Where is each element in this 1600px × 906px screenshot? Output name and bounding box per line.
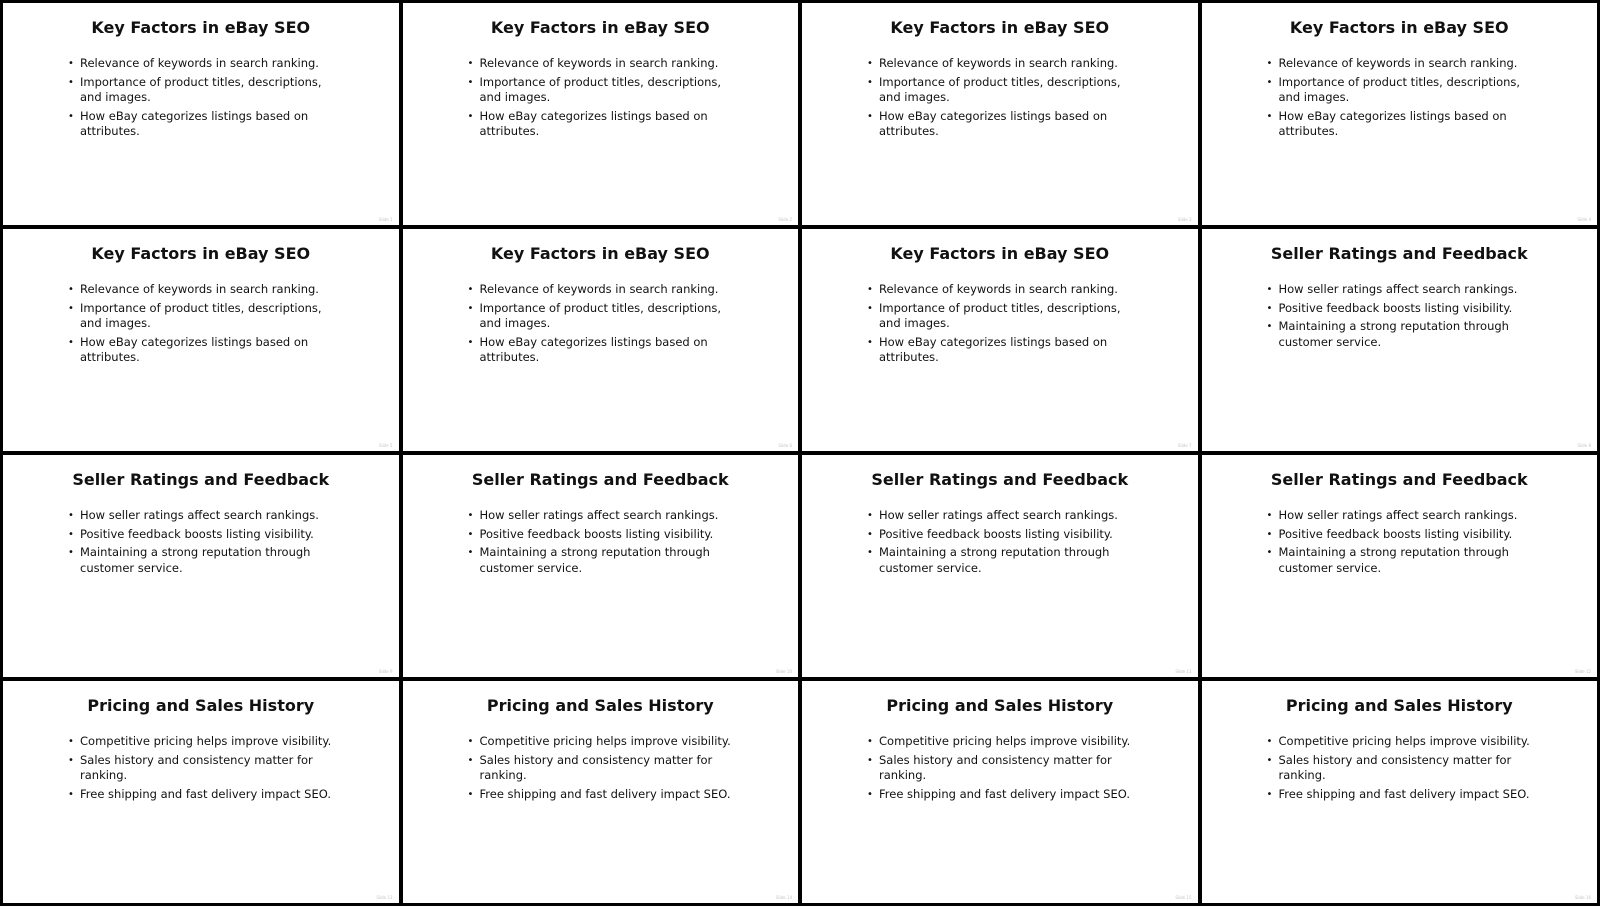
slide-title: Pricing and Sales History: [886, 696, 1114, 715]
bullet-text: Competitive pricing helps improve visibility.: [879, 734, 1131, 748]
bullet-text: Positive feedback boosts listing visibility.: [879, 526, 1113, 541]
bullet-text: Competitive pricing helps improve visibility.: [479, 734, 731, 748]
bullet-text: Positive feedback boosts listing visibility.: [1278, 526, 1513, 541]
bullet-item: [66, 508, 346, 524]
slide-title: Seller Ratings and Feedback: [1270, 470, 1528, 489]
bullet-list: [865, 282, 1145, 369]
bullet-text: How eBay categorizes listings based on attributes.: [479, 334, 708, 364]
bullet-icon: •: [68, 284, 74, 295]
slide-thumbnail[interactable]: [403, 3, 799, 225]
slide-footer: Slide 15: [1175, 895, 1192, 900]
bullet-item: [466, 753, 746, 784]
bullet-icon: •: [467, 76, 474, 88]
bullet-icon: •: [1266, 110, 1273, 122]
bullet-text: How seller ratings affect search rankings.: [479, 508, 719, 522]
bullet-text: Maintaining a strong reputation through customer service.: [479, 545, 710, 575]
bullet-text: How seller ratings affect search rankings.: [80, 508, 319, 522]
slide-thumbnail[interactable]: [1202, 229, 1598, 451]
bullet-list: [66, 734, 346, 805]
bullet-item: [1265, 282, 1545, 298]
bullet-list: [1265, 734, 1545, 805]
bullet-icon: •: [1266, 284, 1273, 295]
bullet-icon: •: [867, 336, 873, 348]
bullet-item: [466, 508, 746, 524]
bullet-icon: •: [867, 58, 873, 69]
bullet-list: [466, 508, 746, 579]
bullet-item: [865, 301, 1145, 332]
bullet-item: [66, 734, 346, 750]
bullet-item: [66, 527, 346, 543]
bullet-item: [1265, 753, 1545, 784]
bullet-text: Free shipping and fast delivery impact SEO.: [479, 786, 731, 801]
bullet-text: Relevance of keywords in search ranking.: [479, 56, 719, 70]
bullet-item: [865, 734, 1145, 750]
bullet-icon: •: [1266, 788, 1273, 800]
bullet-text: Free shipping and fast delivery impact SEO.: [80, 786, 331, 801]
bullet-item: [466, 75, 746, 106]
bullet-icon: •: [68, 302, 74, 314]
bullet-icon: •: [467, 547, 474, 558]
bullet-icon: •: [467, 736, 474, 747]
bullet-icon: •: [68, 788, 74, 800]
bullet-icon: •: [867, 788, 873, 800]
bullet-icon: •: [1266, 736, 1273, 747]
bullet-text: Importance of product titles, descriptions, and images.: [479, 300, 722, 330]
bullet-text: Relevance of keywords in search ranking.: [879, 56, 1118, 70]
bullet-icon: •: [1266, 302, 1273, 314]
bullet-text: How eBay categorizes listings based on attributes.: [80, 108, 309, 138]
bullet-item: [865, 527, 1145, 543]
bullet-icon: •: [68, 110, 74, 122]
bullet-item: [66, 75, 346, 106]
bullet-item: [1265, 56, 1545, 72]
bullet-item: [1265, 301, 1545, 317]
slide-title: Pricing and Sales History: [87, 696, 315, 715]
slide-title: Pricing and Sales History: [1285, 696, 1513, 715]
bullet-item: [466, 527, 746, 543]
bullet-item: [865, 109, 1145, 140]
slide-title: Seller Ratings and Feedback: [72, 470, 330, 489]
bullet-text: Importance of product titles, descriptions, and images.: [1278, 74, 1521, 104]
bullet-text: How seller ratings affect search rankings.: [879, 508, 1118, 522]
slide-footer: Slide 1: [378, 217, 393, 222]
bullet-icon: •: [68, 336, 74, 348]
bullet-item: [66, 753, 346, 784]
bullet-text: How eBay categorizes listings based on attributes.: [879, 334, 1108, 364]
bullet-icon: •: [467, 58, 474, 69]
bullet-icon: •: [68, 547, 74, 558]
bullet-item: [66, 109, 346, 140]
bullet-icon: •: [467, 510, 474, 521]
bullet-icon: •: [1266, 528, 1273, 540]
slide-thumbnail[interactable]: [802, 3, 1198, 225]
bullet-icon: •: [867, 754, 873, 766]
slide-title: Key Factors in eBay SEO: [91, 244, 311, 263]
bullet-icon: •: [1266, 321, 1273, 332]
bullet-text: Maintaining a strong reputation through customer service.: [1278, 545, 1509, 575]
bullet-icon: •: [68, 528, 74, 540]
slide-thumbnail[interactable]: [403, 455, 799, 677]
bullet-list: [1265, 508, 1545, 579]
bullet-list: [1265, 282, 1545, 353]
bullet-text: Maintaining a strong reputation through customer service.: [80, 545, 311, 575]
bullet-text: Positive feedback boosts listing visibility.: [80, 526, 314, 541]
bullet-item: [1265, 734, 1545, 750]
bullet-item: [466, 282, 746, 298]
bullet-icon: •: [467, 110, 474, 122]
bullet-item: [1265, 527, 1545, 543]
bullet-icon: •: [467, 528, 474, 540]
bullet-list: [66, 56, 346, 143]
bullet-icon: •: [68, 736, 74, 747]
bullet-text: Importance of product titles, descriptions, and images.: [479, 74, 722, 104]
bullet-icon: •: [867, 284, 873, 295]
bullet-item: [865, 787, 1145, 803]
slide-thumbnail[interactable]: [1202, 455, 1598, 677]
bullet-icon: •: [867, 302, 873, 314]
slide-thumbnail[interactable]: [3, 229, 399, 451]
bullet-text: Free shipping and fast delivery impact SEO.: [1278, 786, 1530, 801]
bullet-icon: •: [1266, 547, 1273, 558]
bullet-item: [466, 734, 746, 750]
bullet-icon: •: [467, 302, 474, 314]
slide-title: Pricing and Sales History: [486, 696, 714, 715]
slide-title: Key Factors in eBay SEO: [490, 18, 710, 37]
bullet-item: [865, 753, 1145, 784]
bullet-icon: •: [867, 110, 873, 122]
bullet-item: [1265, 109, 1545, 140]
slide-title: Key Factors in eBay SEO: [91, 18, 311, 37]
slide-thumbnail[interactable]: [3, 3, 399, 225]
bullet-text: Relevance of keywords in search ranking.: [1278, 56, 1518, 70]
bullet-icon: •: [867, 528, 873, 540]
bullet-item: [466, 335, 746, 366]
bullet-item: [466, 109, 746, 140]
bullet-text: Positive feedback boosts listing visibility.: [479, 526, 714, 541]
bullet-text: How eBay categorizes listings based on attributes.: [479, 108, 708, 138]
bullet-icon: •: [467, 336, 474, 348]
bullet-icon: •: [867, 76, 873, 88]
slide-thumbnail[interactable]: [802, 681, 1198, 903]
bullet-item: [466, 545, 746, 576]
bullet-text: Free shipping and fast delivery impact SEO.: [879, 786, 1130, 801]
slide-thumbnail[interactable]: [1202, 3, 1598, 225]
slide-title: Seller Ratings and Feedback: [1270, 244, 1528, 263]
slide-thumbnail[interactable]: [802, 229, 1198, 451]
slide-footer: Slide 9: [378, 669, 393, 674]
bullet-text: Sales history and consistency matter for ranking.: [80, 752, 313, 782]
bullet-icon: •: [867, 736, 873, 747]
slide-footer: Slide 12: [1574, 669, 1591, 674]
slide-thumbnail[interactable]: [403, 681, 799, 903]
bullet-icon: •: [1266, 754, 1273, 766]
bullet-text: Importance of product titles, descriptions, and images.: [80, 300, 322, 330]
slide-footer: Slide 13: [376, 895, 393, 900]
bullet-icon: •: [467, 754, 474, 766]
bullet-item: [66, 282, 346, 298]
bullet-list: [865, 508, 1145, 579]
bullet-text: Sales history and consistency matter for ranking.: [479, 752, 713, 782]
bullet-list: [66, 508, 346, 579]
slide-footer: Slide 2: [778, 217, 792, 222]
slide-title: Seller Ratings and Feedback: [871, 470, 1129, 489]
slide-footer: Slide 11: [1175, 669, 1192, 674]
bullet-text: How eBay categorizes listings based on attributes.: [1278, 108, 1507, 138]
bullet-item: [865, 545, 1145, 576]
bullet-item: [865, 508, 1145, 524]
slide-thumbnail[interactable]: [1202, 681, 1598, 903]
slide-thumbnail[interactable]: [3, 455, 399, 677]
bullet-icon: •: [68, 510, 74, 521]
slide-title: Key Factors in eBay SEO: [890, 18, 1110, 37]
bullet-text: Sales history and consistency matter for ranking.: [879, 752, 1112, 782]
bullet-text: Maintaining a strong reputation through customer service.: [879, 545, 1110, 575]
slide-title: Seller Ratings and Feedback: [471, 470, 729, 489]
bullet-icon: •: [867, 510, 873, 521]
bullet-item: [865, 282, 1145, 298]
bullet-icon: •: [68, 76, 74, 88]
bullet-text: How seller ratings affect search rankings.: [1278, 282, 1518, 296]
slide-footer: Slide 10: [775, 669, 792, 674]
bullet-icon: •: [1266, 76, 1273, 88]
bullet-icon: •: [68, 58, 74, 69]
bullet-list: [466, 56, 746, 143]
bullet-item: [66, 335, 346, 366]
bullet-item: [1265, 545, 1545, 576]
bullet-item: [1265, 75, 1545, 106]
slide-footer: Slide 3: [1177, 217, 1192, 222]
bullet-item: [66, 56, 346, 72]
bullet-list: [865, 56, 1145, 143]
bullet-text: Relevance of keywords in search ranking.: [80, 282, 319, 296]
bullet-list: [865, 734, 1145, 805]
bullet-text: How eBay categorizes listings based on attributes.: [879, 108, 1108, 138]
slide-footer: Slide 8: [1577, 443, 1591, 448]
bullet-item: [466, 787, 746, 803]
bullet-list: [466, 282, 746, 369]
bullet-item: [66, 787, 346, 803]
bullet-text: Maintaining a strong reputation through customer service.: [1278, 319, 1509, 349]
slide-title: Key Factors in eBay SEO: [1289, 18, 1509, 37]
bullet-item: [1265, 508, 1545, 524]
bullet-text: How eBay categorizes listings based on attributes.: [80, 334, 309, 364]
bullet-item: [865, 56, 1145, 72]
slide-footer: Slide 4: [1577, 217, 1591, 222]
bullet-icon: •: [867, 547, 873, 558]
bullet-text: How seller ratings affect search rankings.: [1278, 508, 1518, 522]
slide-footer: Slide 6: [778, 443, 792, 448]
bullet-list: [1265, 56, 1545, 143]
bullet-item: [466, 56, 746, 72]
bullet-text: Relevance of keywords in search ranking.: [879, 282, 1118, 296]
bullet-list: [466, 734, 746, 805]
bullet-text: Competitive pricing helps improve visibility.: [1278, 734, 1530, 748]
slide-footer: Slide 16: [1574, 895, 1591, 900]
slide-footer: Slide 14: [775, 895, 792, 900]
slide-thumbnail[interactable]: [403, 229, 799, 451]
bullet-item: [865, 75, 1145, 106]
bullet-icon: •: [1266, 58, 1273, 69]
bullet-item: [865, 335, 1145, 366]
bullet-text: Positive feedback boosts listing visibility.: [1278, 300, 1513, 315]
bullet-item: [466, 301, 746, 332]
bullet-icon: •: [1266, 510, 1273, 521]
slide-title: Key Factors in eBay SEO: [890, 244, 1110, 263]
bullet-item: [1265, 319, 1545, 350]
slide-thumbnail[interactable]: [3, 681, 399, 903]
slide-footer: Slide 7: [1177, 443, 1192, 448]
bullet-icon: •: [467, 284, 474, 295]
slide-footer: Slide 5: [378, 443, 393, 448]
bullet-text: Relevance of keywords in search ranking.: [80, 56, 319, 70]
bullet-item: [66, 545, 346, 576]
bullet-item: [1265, 787, 1545, 803]
bullet-icon: •: [68, 754, 74, 766]
bullet-text: Relevance of keywords in search ranking.: [479, 282, 719, 296]
bullet-text: Competitive pricing helps improve visibility.: [80, 734, 332, 748]
slide-thumbnail[interactable]: [802, 455, 1198, 677]
bullet-item: [66, 301, 346, 332]
bullet-text: Importance of product titles, descriptions, and images.: [879, 300, 1121, 330]
bullet-icon: •: [467, 788, 474, 800]
slide-title: Key Factors in eBay SEO: [490, 244, 710, 263]
bullet-text: Importance of product titles, descriptions, and images.: [879, 74, 1121, 104]
bullet-text: Importance of product titles, descriptions, and images.: [80, 74, 322, 104]
bullet-list: [66, 282, 346, 369]
bullet-text: Sales history and consistency matter for ranking.: [1278, 752, 1512, 782]
